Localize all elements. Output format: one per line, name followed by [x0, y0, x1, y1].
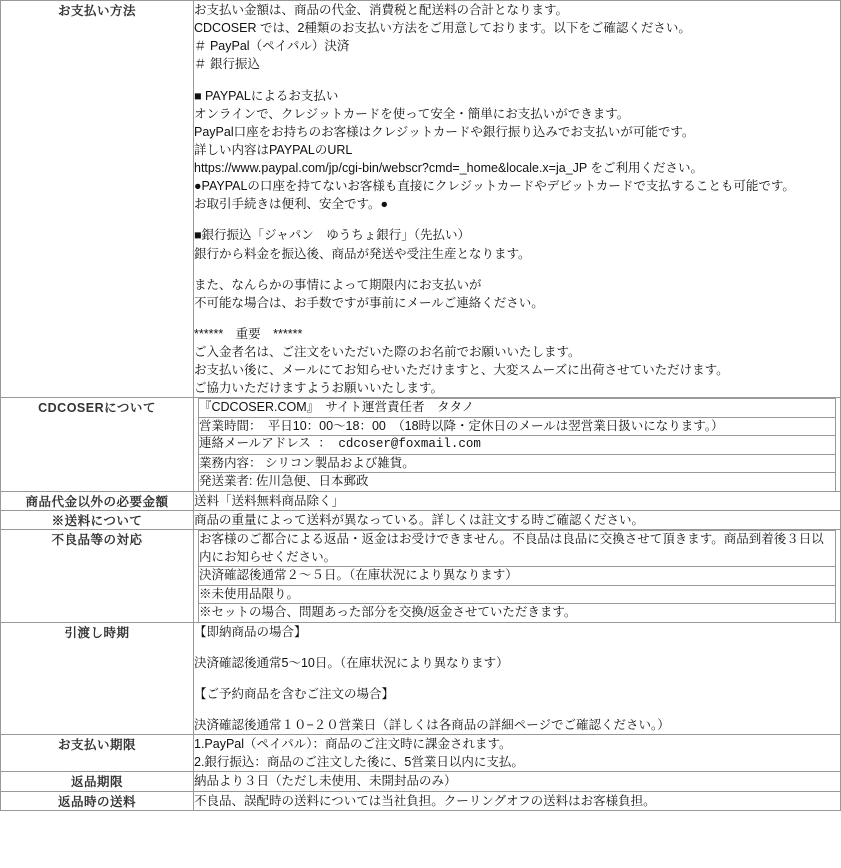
blank-line — [194, 213, 840, 226]
blank-line — [194, 641, 840, 654]
table-row — [1, 622, 841, 735]
table-row — [1, 772, 841, 791]
row-content — [194, 791, 841, 810]
sub-table — [198, 398, 836, 491]
table-row — [1, 791, 841, 810]
row-label: CDCOSERについて — [1, 398, 194, 492]
row-label: 商品代金以外の必要金額 — [1, 491, 194, 510]
text-line: CDCOSER では、2種類のお支払い方法をご用意しております。以下をご確認ください。 — [194, 21, 691, 36]
text-line: 決済確認後通常２〜５日。（在庫状況により異なります） — [199, 567, 836, 586]
row-label: ※送料について — [1, 511, 194, 530]
row-label: 不良品等の対応 — [1, 530, 194, 623]
text-line: 業務内容： シリコン製品および雑貨。 — [199, 454, 836, 473]
row-content — [194, 530, 841, 623]
text-line: ※セットの場合、問題あった部分を交換/返金させていただきます。 — [199, 604, 836, 622]
text-line: 決済確認後通常5〜10日。（在庫状況により異なります） — [194, 655, 509, 670]
contact-email-line: 連絡メールアドレス ： cdcoser@foxmail.com — [199, 436, 836, 455]
text-line: 2.銀行振込：商品のご注文した後に、5営業日以内に支払。 — [194, 755, 524, 770]
row-label: お支払い期限 — [1, 735, 194, 772]
text-line: 発送業者: 佐川急便、日本郵政 — [199, 473, 836, 491]
text-line: ■ PAYPALによるお支払い — [194, 88, 339, 103]
text-line: ＃ PayPal（ペイパル）決済 — [194, 39, 350, 54]
sub-table-body — [199, 531, 836, 622]
list-item — [199, 417, 836, 436]
list-item — [199, 473, 836, 491]
text-line: ＃ 銀行振込 — [194, 57, 260, 72]
paypal-url-line: https://www.paypal.com/jp/cgi-bin/webscr?cmd=_home&locale.x=ja_JP をご利用ください。 — [194, 161, 703, 175]
table-row — [1, 398, 841, 492]
row-label: 返品時の送料 — [1, 791, 194, 810]
row-content — [194, 772, 841, 791]
list-item — [199, 585, 836, 604]
row-content — [194, 735, 841, 772]
text-line: 納品より３日（ただし未使用、未開封品のみ） — [194, 774, 457, 789]
row-label: お支払い方法 — [1, 1, 194, 398]
text-line: 営業時間： 平日10：00〜18：00 （18時以降・定休日のメールは翌営業日扱いになります。） — [199, 417, 836, 436]
text-line: ご入金者名は、ご注文をいただいた際のお名前でお願いいたします。 — [194, 345, 581, 359]
text-line: 1.PayPal（ペイパル）：商品のご注文時に課金されます。 — [194, 737, 512, 752]
table-body — [1, 1, 841, 811]
row-content — [194, 398, 841, 492]
text-line: ****** 重要 ****** — [194, 326, 303, 341]
text-line: 銀行から料金を振込後、商品が発送や受注生産となります。 — [194, 246, 531, 261]
sub-table — [198, 530, 836, 622]
row-content — [194, 622, 841, 735]
text-line: 送料「送料無料商品除く」 — [194, 493, 345, 508]
list-item — [199, 531, 836, 567]
table-row — [1, 511, 841, 530]
text-line: お取引手続きは便利、安全です。● — [194, 197, 389, 212]
row-content — [194, 491, 841, 510]
text-line: 決済確認後通常１０−２０営業日（詳しくは各商品の詳細ページでご確認ください。） — [194, 718, 670, 732]
text-line: ■銀行振込「ジャパン ゆうちょ銀行」（先払い） — [194, 228, 471, 243]
text-line: 不良品、誤配時の送料については当社負担。クーリングオフの送料はお客様負担。 — [194, 793, 656, 808]
list-item — [199, 567, 836, 586]
blank-line — [194, 312, 840, 325]
text-line: オンラインで、クレジットカードを使って安全・簡単にお支払いができます。 — [194, 106, 630, 121]
blank-line — [194, 74, 840, 87]
blank-line — [194, 703, 840, 716]
text-line: 不可能な場合は、お手数ですが事前にメールご連絡ください。 — [194, 295, 544, 310]
blank-line — [194, 263, 840, 276]
row-label: 返品期限 — [1, 772, 194, 791]
text-line: 【即納商品の場合】 — [194, 624, 307, 639]
row-label: 引渡し時期 — [1, 622, 194, 735]
list-item — [199, 604, 836, 622]
blank-line — [194, 672, 840, 685]
text-line: お客様のご都合による返品・返金はお受けできません。不良品は良品に交換させて頂きます。商品到着後３日以内にお知らせください。 — [199, 531, 836, 567]
table-row — [1, 491, 841, 510]
text-line: ※未使用品限り。 — [199, 585, 836, 604]
text-line: 詳しい内容はPAYPALのURL — [194, 142, 353, 157]
row-content — [194, 1, 841, 398]
text-line: ご協力いただけますようお願いいたします。 — [194, 381, 444, 396]
text-line: お支払い金額は、商品の代金、消費税と配送料の合計となります。 — [194, 3, 569, 17]
text-line: 商品の重量によって送料が異なっている。詳しくは註文する時ご確認ください。 — [194, 513, 645, 527]
row-content — [194, 511, 841, 530]
list-item — [199, 399, 836, 418]
text-line: PayPal口座をお持ちのお客様はクレジットカードや銀行振り込みでお支払いが可能です。 — [194, 124, 695, 139]
text-line: 【ご予約商品を含むご注文の場合】 — [194, 686, 395, 701]
table-row — [1, 530, 841, 623]
sub-table-body — [199, 399, 836, 491]
list-item — [199, 454, 836, 473]
text-line: 『CDCOSER.COM』 サイト運営責任者 タタノ — [199, 399, 836, 418]
text-line: ●PAYPALの口座を持てないお客様も直接にクレジットカードやデビットカードで支払することも可能です。 — [194, 179, 795, 194]
text-line: お支払い後に、メールにてお知らせいただけますと、大変スムーズに出荷させていただけます。 — [194, 363, 729, 378]
table-row — [1, 1, 841, 398]
table-row — [1, 735, 841, 772]
list-item — [199, 436, 836, 455]
text-line: また、なんらかの事情によって期限内にお支払いが — [194, 277, 482, 292]
